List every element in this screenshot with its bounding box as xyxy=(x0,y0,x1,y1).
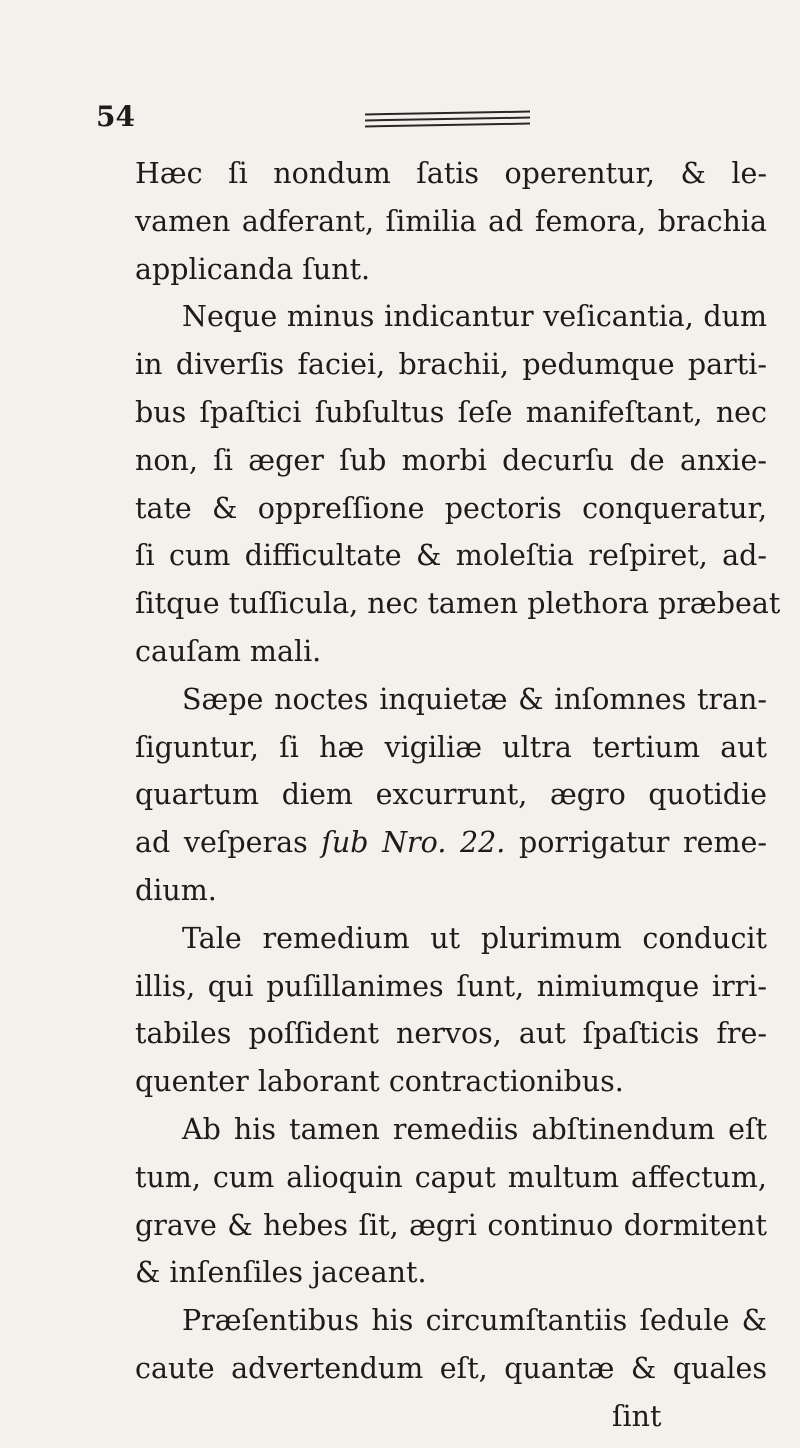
text-line: ſi cum difficultate & moleſtia reſpiret, ad- xyxy=(135,539,767,573)
body-text xyxy=(135,150,781,1441)
formula-reference: ſub Nro. 22. xyxy=(321,826,506,860)
text-line: grave & hebes ſit, ægri continuo dormitent xyxy=(135,1208,767,1242)
rule-line xyxy=(365,111,530,116)
text-line: cauſam mali. xyxy=(135,634,322,668)
text-line: quenter laborant contractionibus. xyxy=(135,1065,624,1099)
text-line: tum, cum alioquin caput multum affectum, xyxy=(135,1160,767,1194)
text-line: ſitque tuſſicula, nec tamen plethora præbeat xyxy=(135,587,781,621)
text-segment: porrigatur reme- xyxy=(518,826,768,860)
text-line: tabiles poſſident nervos, aut ſpaſticis fre- xyxy=(135,1017,767,1051)
text-line: bus ſpaſtici ſubſultus ſeſe manifeſtant, nec xyxy=(135,395,767,429)
text-line xyxy=(135,819,767,867)
text-line: & inſenſiles jaceant. xyxy=(135,1256,427,1290)
header-ornament-rule xyxy=(365,111,530,128)
text-segment: ad veſperas xyxy=(135,826,308,860)
text-line: illis, qui puſillanimes ſunt, nimiumque irri- xyxy=(135,969,767,1003)
text-line: ſiguntur, ſi hæ vigiliæ ultra tertium aut xyxy=(135,730,767,764)
text-line: vamen adferant, ſimilia ad femora, brachia xyxy=(135,204,767,238)
text-line: Tale remedium ut plurimum conducit xyxy=(182,921,767,955)
text-line: Sæpe noctes inquietæ & inſomnes tran- xyxy=(182,682,767,716)
text-line: applicanda ſunt. xyxy=(135,252,371,286)
text-line: tate & oppreſſione pectoris conqueratur, xyxy=(135,491,767,525)
rule-line xyxy=(365,123,530,128)
text-line: quartum diem excurrunt, ægro quotidie xyxy=(135,778,767,812)
text-line: non, ſi æger ſub morbi decurſu de anxie- xyxy=(135,443,767,477)
text-line: caute advertendum eſt, quantæ & quales xyxy=(135,1351,767,1385)
text-line: Hæc ſi nondum ſatis operentur, & le- xyxy=(135,157,767,190)
text-line: Neque minus indicantur veſicantia, dum xyxy=(182,300,767,334)
text-line: Præſentibus his circumſtantiis ſedule & xyxy=(182,1304,767,1338)
text-line: dium. xyxy=(135,873,217,907)
catchword: ſint xyxy=(612,1399,662,1433)
text-line: in diverſis faciei, brachii, pedumque parti- xyxy=(135,348,767,382)
text-line: Ab his tamen remediis abſtinendum eſt xyxy=(182,1112,767,1146)
rule-line xyxy=(365,117,530,122)
page-number: 54 xyxy=(96,100,135,133)
